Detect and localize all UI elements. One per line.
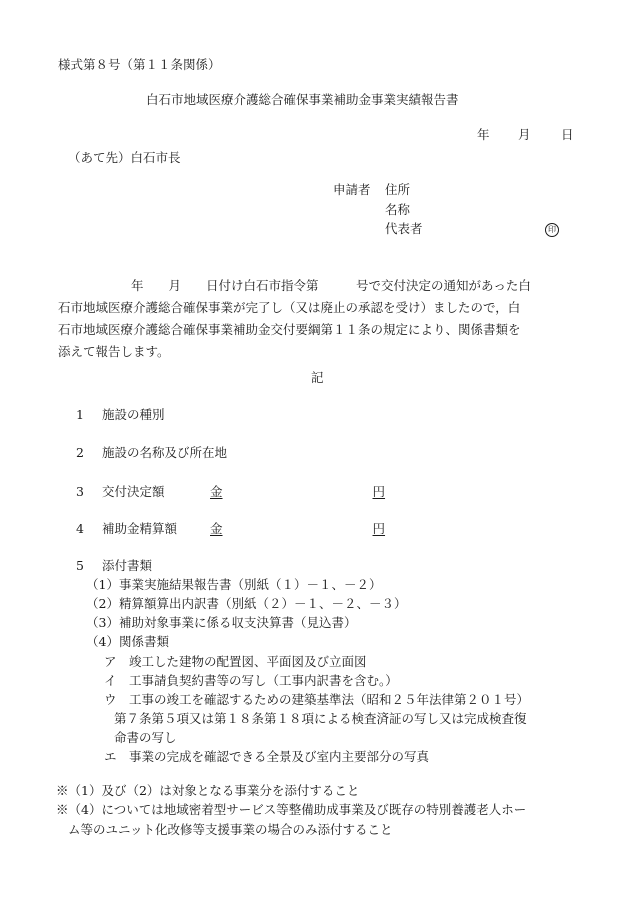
item-3-yen: 円 — [372, 484, 386, 499]
date-day: 日 — [561, 127, 574, 142]
item-4-number: 4 — [76, 521, 84, 536]
item-2-label: 施設の名称及び所在地 — [102, 445, 228, 460]
note-2-line-2: ム等のユニット化改修等支援事業の場合のみ添付すること — [68, 822, 393, 837]
attachment-2: （2）精算額算出内訳書（別紙（２）－１、－２、－３） — [86, 596, 407, 611]
item-5-number: 5 — [76, 558, 84, 573]
applicant-label: 申請者 — [333, 182, 371, 197]
attachment-1: （1）事業実施結果報告書（別紙（１）－１、－２） — [86, 577, 382, 592]
item-5-label: 添付書類 — [102, 558, 153, 573]
body-line-1: 年 月 日付け白石市指令第 号で交付決定の通知があった白 — [131, 278, 531, 293]
item-2-number: 2 — [76, 445, 84, 460]
representative-label: 代表者 — [385, 221, 423, 236]
ki-heading: 記 — [311, 370, 324, 385]
name-label: 名称 — [385, 202, 411, 217]
attachment-4-u-line-3: 命書の写し — [114, 730, 177, 745]
attachment-4-u-line-1: ウ 工事の竣工を確認するための建築基準法（昭和２５年法律第２０１号） — [104, 692, 530, 707]
attachment-4-a: ア 竣工した建物の配置図、平面図及び立面図 — [104, 654, 367, 669]
attachment-3: （3）補助対象事業に係る収支決算書（見込書） — [86, 615, 357, 630]
item-4-kin: 金 — [210, 521, 223, 536]
item-1-label: 施設の種別 — [102, 407, 165, 422]
addressee: （あて先）白石市長 — [68, 150, 181, 165]
body-line-2: 石市地域医療介護総合確保事業が完了し（又は廃止の承認を受け）ましたので，白 — [58, 300, 521, 315]
date-year: 年 — [477, 127, 490, 142]
item-1-number: 1 — [76, 407, 84, 422]
note-1: ※（1）及び（2）は対象となる事業分を添付すること — [56, 783, 360, 798]
item-3-amount-line — [210, 484, 385, 500]
item-4-amount-line — [210, 521, 385, 537]
report-body — [58, 275, 578, 363]
attachment-4-i: イ 工事請負契約書等の写し（工事内訳書を含む。） — [104, 673, 398, 688]
document-title: 白石市地域医療介護総合確保事業補助金事業実績報告書 — [146, 92, 459, 107]
item-3-label: 交付決定額 — [102, 484, 165, 499]
body-line-3: 石市地域医療介護総合確保事業補助金交付要綱第１１条の規定により、関係書類を — [58, 322, 521, 337]
attachment-4-e: エ 事業の完成を確認できる全景及び室内主要部分の写真 — [104, 749, 430, 764]
attachment-4: （4）関係書類 — [86, 634, 169, 649]
note-2-line-1: ※（4）については地域密着型サービス等整備助成事業及び既存の特別養護老人ホー — [56, 802, 527, 817]
item-3-kin: 金 — [210, 484, 223, 499]
address-label: 住所 — [385, 182, 411, 197]
date-month: 月 — [518, 127, 531, 142]
form-label: 様式第８号（第１１条関係） — [58, 57, 221, 72]
item-3-number: 3 — [76, 484, 84, 499]
item-4-label: 補助金精算額 — [102, 521, 178, 536]
item-4-yen: 円 — [372, 521, 386, 536]
body-line-4: 添えて報告します。 — [58, 344, 170, 359]
seal-mark: 印 — [545, 223, 559, 237]
attachment-4-u-line-2: 第７条第５項又は第１８条第１８項による検査済証の写し又は完成検査復 — [114, 711, 527, 726]
